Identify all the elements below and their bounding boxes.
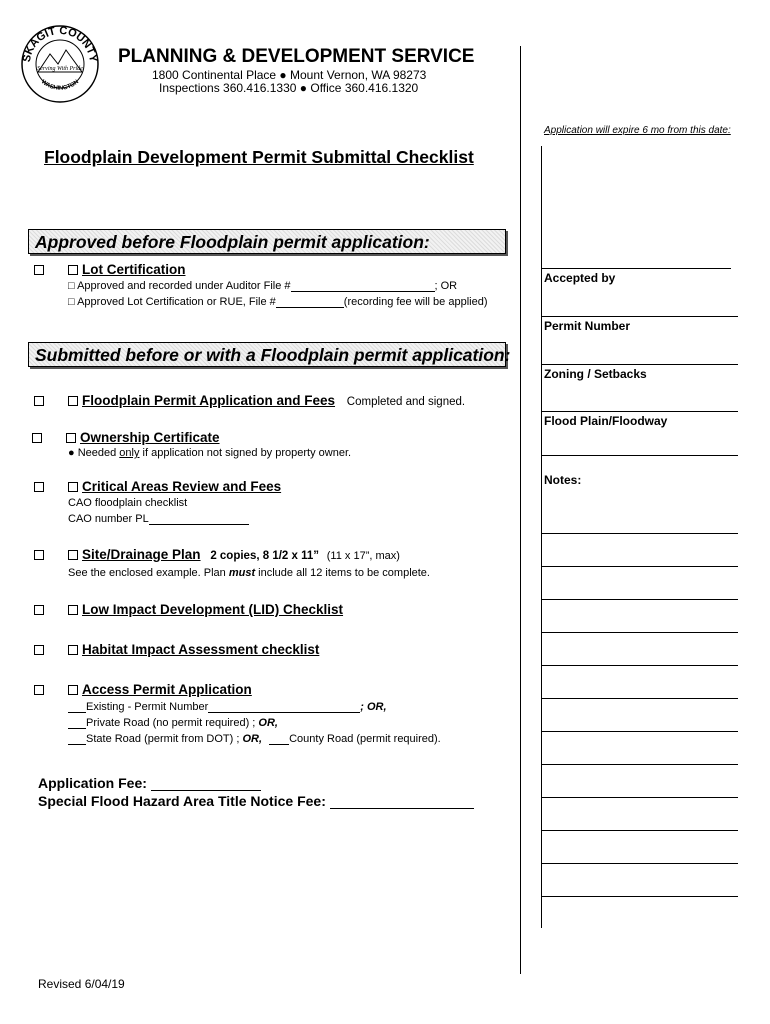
access-permit-row <box>34 682 252 697</box>
office-phones: Inspections 360.416.1330 ● Office 360.416.1320 <box>159 81 419 95</box>
section-with-banner: Submitted before or with a Floodplain permit application: <box>28 342 506 367</box>
site-plan-row <box>34 547 400 562</box>
lot-certification-label: Lot Certification <box>82 262 186 277</box>
checkbox[interactable] <box>34 685 44 695</box>
checkbox[interactable] <box>34 396 44 406</box>
note-line[interactable] <box>541 632 738 633</box>
seal-bottom-text: WASHINGTON <box>39 79 81 92</box>
critical-areas-label: Critical Areas Review and Fees <box>82 479 282 494</box>
expiration-note: Application will expire 6 mo from this date: <box>544 125 731 136</box>
note-line[interactable] <box>541 764 738 765</box>
permit-number-line[interactable] <box>541 316 738 317</box>
application-fees-label: Floodplain Permit Application and Fees <box>82 393 336 408</box>
lid-row <box>34 602 343 617</box>
special-fee-line: Special Flood Hazard Area Title Notice Fee: <box>38 793 474 809</box>
lot-certification-row <box>34 262 186 277</box>
zoning-label: Zoning / Setbacks <box>544 367 647 381</box>
checkbox[interactable] <box>34 550 44 560</box>
lot-option-1: □ Approved and recorded under Auditor File # ; OR <box>68 280 458 292</box>
checkbox[interactable] <box>34 645 44 655</box>
note-line[interactable] <box>541 665 738 666</box>
private-check-field[interactable] <box>68 717 86 729</box>
cao-number-field[interactable] <box>149 513 249 525</box>
revision-date: Revised 6/04/19 <box>38 977 125 991</box>
access-private-line: Private Road (no permit required) ; OR, <box>68 717 278 729</box>
permit-number-label: Permit Number <box>544 319 631 333</box>
notes-line[interactable] <box>541 455 738 456</box>
flood-label: Flood Plain/Floodway <box>544 414 668 428</box>
office-address: 1800 Continental Place ● Mount Vernon, WA 98273 <box>152 68 427 82</box>
cao-number-line: CAO number PL <box>68 513 249 525</box>
note-line[interactable] <box>541 533 738 534</box>
note-line[interactable] <box>541 698 738 699</box>
access-state-line: State Road (permit from DOT) ; OR, County Road (permit required). <box>68 733 441 745</box>
flood-line[interactable] <box>541 411 738 412</box>
note-line[interactable] <box>541 863 738 864</box>
checkbox[interactable] <box>68 396 78 406</box>
site-plan-note: See the enclosed example. Plan must include all 12 items to be complete. <box>68 567 430 579</box>
ownership-label: Ownership Certificate <box>80 430 220 445</box>
checkbox[interactable] <box>34 482 44 492</box>
habitat-row <box>34 642 319 657</box>
cao-checklist-line: CAO floodplain checklist <box>68 497 188 509</box>
application-note: Completed and signed. <box>346 396 466 408</box>
ownership-note: ● Needed only if application not signed by property owner. <box>68 447 352 459</box>
checkbox[interactable] <box>68 482 78 492</box>
checkbox[interactable] <box>68 605 78 615</box>
note-line[interactable] <box>541 731 738 732</box>
lot-option-2: □ Approved Lot Certification or RUE, File # (recording fee will be applied) <box>68 296 488 308</box>
section-before-banner: Approved before Floodplain permit application: <box>28 229 506 254</box>
note-line[interactable] <box>541 599 738 600</box>
zoning-line[interactable] <box>541 364 738 365</box>
county-check-field[interactable] <box>269 733 289 745</box>
note-line[interactable] <box>541 896 738 897</box>
checkbox[interactable] <box>68 265 78 275</box>
office-name: PLANNING & DEVELOPMENT SERVICE <box>118 46 475 67</box>
notes-label: Notes: <box>544 473 582 487</box>
site-plan-copies: 2 copies, 8 1/2 x 11” <box>210 550 319 562</box>
checkbox[interactable] <box>68 550 78 560</box>
note-line[interactable] <box>541 797 738 798</box>
application-fees-row <box>34 393 465 408</box>
access-permit-label: Access Permit Application <box>82 682 252 697</box>
note-line[interactable] <box>541 830 738 831</box>
permit-number-field[interactable] <box>208 701 360 713</box>
svg-text:SKAGIT COUNTY <box>21 25 99 64</box>
page-title: Floodplain Development Permit Submittal Checklist <box>44 147 474 167</box>
accepted-by-label: Accepted by <box>544 271 616 285</box>
seal-motto: Serving With Pride <box>37 66 83 72</box>
access-existing-line: Existing - Permit Number ; OR, <box>68 701 387 713</box>
existing-check-field[interactable] <box>68 701 86 713</box>
sidebar-divider <box>541 146 542 928</box>
note-line[interactable] <box>541 566 738 567</box>
special-fee-field[interactable] <box>330 794 474 809</box>
application-fee-field[interactable] <box>151 776 261 791</box>
checkbox[interactable] <box>68 645 78 655</box>
lid-label: Low Impact Development (LID) Checklist <box>82 602 344 617</box>
rue-file-field[interactable] <box>276 296 344 308</box>
auditor-file-field[interactable] <box>291 280 435 292</box>
application-fee-line: Application Fee: <box>38 775 261 791</box>
accepted-by-line[interactable] <box>541 268 731 269</box>
site-plan-label: Site/Drainage Plan <box>82 547 201 562</box>
svg-text:WASHINGTON <box>40 79 80 92</box>
state-check-field[interactable] <box>68 733 86 745</box>
checkbox[interactable] <box>68 685 78 695</box>
ownership-row <box>32 430 220 445</box>
skagit-county-seal <box>20 24 100 104</box>
site-plan-max: (11 x 17”, max) <box>326 550 400 562</box>
seal-top-text: SKAGIT COUNTY <box>20 24 100 64</box>
checkbox[interactable] <box>32 433 42 443</box>
checkbox[interactable] <box>34 265 44 275</box>
checkbox[interactable] <box>66 433 76 443</box>
critical-areas-row <box>34 479 281 494</box>
checkbox[interactable] <box>34 605 44 615</box>
column-divider <box>520 46 521 974</box>
habitat-label: Habitat Impact Assessment checklist <box>82 642 320 657</box>
